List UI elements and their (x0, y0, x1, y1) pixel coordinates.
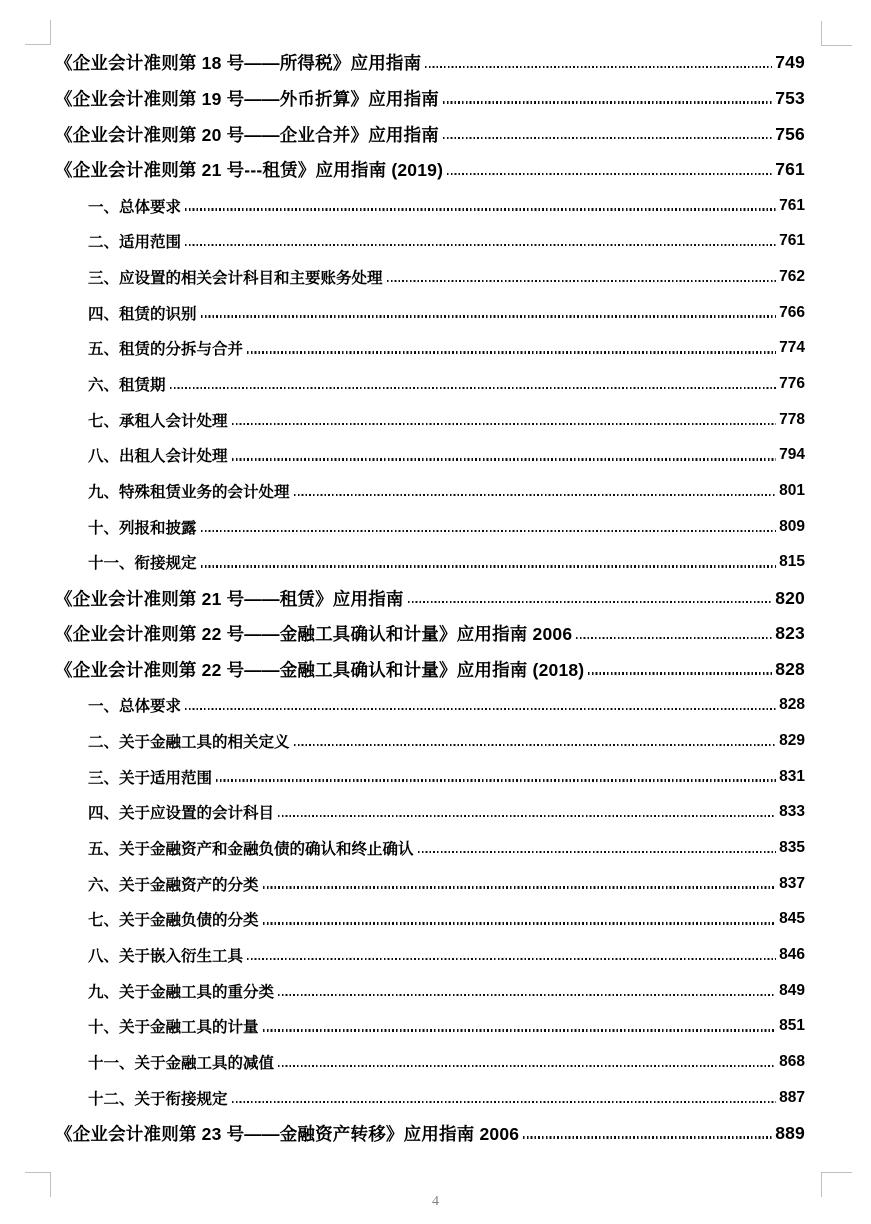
toc-entry-title: 《企业会计准则第 18 号——所得税》应用指南 (55, 53, 422, 74)
toc-entry[interactable] (55, 759, 805, 795)
dot-leader (170, 387, 777, 389)
toc-entry-title: 《企业会计准则第 22 号——金融工具确认和计量》应用指南 (2018) (55, 660, 585, 681)
toc-entry-page: 809 (779, 517, 805, 535)
toc-entry-page: 756 (775, 123, 805, 144)
toc-entry-page: 761 (779, 232, 805, 250)
toc-entry-page: 761 (775, 159, 805, 180)
toc-entry-title: 一、总体要求 (88, 198, 182, 216)
toc-entry-page: 778 (779, 410, 805, 428)
toc-entry-page: 829 (779, 731, 805, 749)
toc-entry-page: 801 (779, 482, 805, 500)
toc-entry-title: 七、承租人会计处理 (88, 412, 228, 430)
toc-entry-page: 837 (779, 874, 805, 892)
dot-leader (278, 1065, 776, 1067)
toc-entry-title: 《企业会计准则第 22 号——金融工具确认和计量》应用指南 2006 (55, 624, 573, 645)
toc-entry-title: 九、特殊租赁业务的会计处理 (88, 484, 290, 502)
toc-entry-page: 828 (779, 696, 805, 714)
dot-leader (294, 494, 777, 496)
dot-leader (201, 565, 777, 567)
toc-entry-title: 五、关于金融资产和金融负债的确认和终止确认 (88, 840, 414, 858)
dot-leader (278, 994, 776, 996)
dot-leader (185, 244, 776, 246)
toc-entry-page: 761 (779, 196, 805, 214)
toc-entry[interactable] (55, 687, 805, 723)
toc-entry[interactable] (55, 723, 805, 759)
toc-entry[interactable] (55, 366, 805, 402)
toc-entry-title: 二、适用范围 (88, 234, 182, 252)
dot-leader (232, 458, 777, 460)
dot-leader (408, 601, 773, 603)
toc-entry-page: 794 (779, 446, 805, 464)
dot-leader (263, 886, 777, 888)
toc-entry-page: 845 (779, 910, 805, 928)
dot-leader (425, 66, 772, 68)
toc-entry[interactable] (55, 402, 805, 438)
dot-leader (263, 922, 777, 924)
toc-entry-title: 《企业会计准则第 21 号——租赁》应用指南 (55, 588, 404, 609)
toc-entry-title: 五、租赁的分拆与合并 (88, 341, 244, 359)
dot-leader (263, 1029, 777, 1031)
toc-entry[interactable] (55, 1080, 805, 1116)
toc-entry-page: 776 (779, 375, 805, 393)
toc-entry-title: 一、总体要求 (88, 698, 182, 716)
toc-entry[interactable] (55, 116, 805, 152)
toc-entry-page: 820 (775, 587, 805, 608)
toc-entry-page: 868 (779, 1053, 805, 1071)
toc-entry-page: 815 (779, 553, 805, 571)
toc-entry-title: 三、应设置的相关会计科目和主要账务处理 (88, 269, 383, 287)
toc-entry[interactable] (55, 866, 805, 902)
toc-entry[interactable] (55, 830, 805, 866)
dot-leader (294, 744, 777, 746)
toc-entry-title: 《企业会计准则第 23 号——金融资产转移》应用指南 2006 (55, 1123, 520, 1144)
toc-entry[interactable] (55, 188, 805, 224)
toc-entry-page: 835 (779, 838, 805, 856)
toc-entry[interactable] (55, 1044, 805, 1080)
toc-entry[interactable] (55, 902, 805, 938)
toc-entry[interactable] (55, 152, 805, 188)
dot-leader (576, 637, 772, 639)
toc-entry-title: 十一、关于金融工具的减值 (88, 1055, 275, 1073)
toc-entry-title: 七、关于金融负债的分类 (88, 912, 259, 930)
toc-entry[interactable] (55, 509, 805, 545)
toc-entry[interactable] (55, 45, 805, 81)
toc-entry[interactable] (55, 937, 805, 973)
toc-entry-title: 八、出租人会计处理 (88, 448, 228, 466)
toc-entry[interactable] (55, 545, 805, 581)
toc (55, 45, 805, 1151)
toc-entry-title: 《企业会计准则第 19 号——外币折算》应用指南 (55, 89, 439, 110)
dot-leader (185, 208, 776, 210)
toc-entry-page: 887 (779, 1088, 805, 1106)
dot-leader (447, 173, 772, 175)
toc-entry-page: 889 (775, 1122, 805, 1143)
toc-entry-title: 三、关于适用范围 (88, 769, 213, 787)
dot-leader (443, 137, 772, 139)
dot-leader (443, 101, 772, 103)
toc-entry[interactable] (55, 259, 805, 295)
toc-entry-title: 四、关于应设置的会计科目 (88, 805, 275, 823)
crop-mark-top-right (821, 21, 852, 46)
toc-entry-title: 四、租赁的识别 (88, 305, 197, 323)
toc-entry-page: 851 (779, 1017, 805, 1035)
dot-leader (201, 530, 777, 532)
toc-entry[interactable] (55, 794, 805, 830)
toc-entry[interactable] (55, 473, 805, 509)
toc-entry-page: 749 (775, 52, 805, 73)
toc-entry-page: 766 (779, 303, 805, 321)
toc-entry-page: 833 (779, 803, 805, 821)
toc-entry-title: 十一、衔接规定 (88, 555, 197, 573)
toc-entry-title: 八、关于嵌入衍生工具 (88, 948, 244, 966)
toc-entry-title: 《企业会计准则第 21 号---租赁》应用指南 (2019) (55, 160, 444, 181)
toc-entry[interactable] (55, 580, 805, 616)
toc-entry[interactable] (55, 616, 805, 652)
toc-entry-title: 十二、关于衔接规定 (88, 1090, 228, 1108)
toc-entry-title: 六、关于金融资产的分类 (88, 876, 259, 894)
dot-leader (387, 280, 777, 282)
toc-entry-title: 二、关于金融工具的相关定义 (88, 733, 290, 751)
toc-entry-page: 846 (779, 946, 805, 964)
dot-leader (523, 1136, 772, 1138)
toc-entry[interactable] (55, 81, 805, 117)
toc-entry-page: 774 (779, 339, 805, 357)
dot-leader (247, 958, 776, 960)
toc-entry-title: 九、关于金融工具的重分类 (88, 983, 275, 1001)
toc-entry-page: 762 (779, 267, 805, 285)
dot-leader (216, 779, 776, 781)
toc-entry-page: 849 (779, 981, 805, 999)
toc-entry-title: 《企业会计准则第 20 号——企业合并》应用指南 (55, 124, 439, 145)
dot-leader (201, 315, 777, 317)
toc-entry-title: 六、租赁期 (88, 377, 166, 395)
toc-entry[interactable] (55, 295, 805, 331)
dot-leader (232, 423, 777, 425)
toc-entry-page: 831 (779, 767, 805, 785)
toc-entry-page: 753 (775, 88, 805, 109)
toc-entry[interactable] (55, 973, 805, 1009)
footer-page-number: 4 (432, 1194, 439, 1209)
dot-leader (185, 708, 776, 710)
dot-leader (232, 1101, 777, 1103)
dot-leader (588, 672, 772, 674)
dot-leader (278, 815, 776, 817)
toc-entry[interactable] (55, 1009, 805, 1045)
dot-leader (247, 351, 776, 353)
toc-entry[interactable] (55, 331, 805, 367)
toc-entry[interactable] (55, 223, 805, 259)
toc-entry-page: 823 (775, 623, 805, 644)
crop-mark-top-left (25, 20, 51, 45)
toc-entry[interactable] (55, 438, 805, 474)
toc-entry-title: 十、列报和披露 (88, 519, 197, 537)
toc-entry-page: 828 (775, 659, 805, 680)
dot-leader (418, 851, 777, 853)
toc-entry[interactable] (55, 1116, 805, 1152)
toc-entry-title: 十、关于金融工具的计量 (88, 1019, 259, 1037)
toc-entry[interactable] (55, 652, 805, 688)
